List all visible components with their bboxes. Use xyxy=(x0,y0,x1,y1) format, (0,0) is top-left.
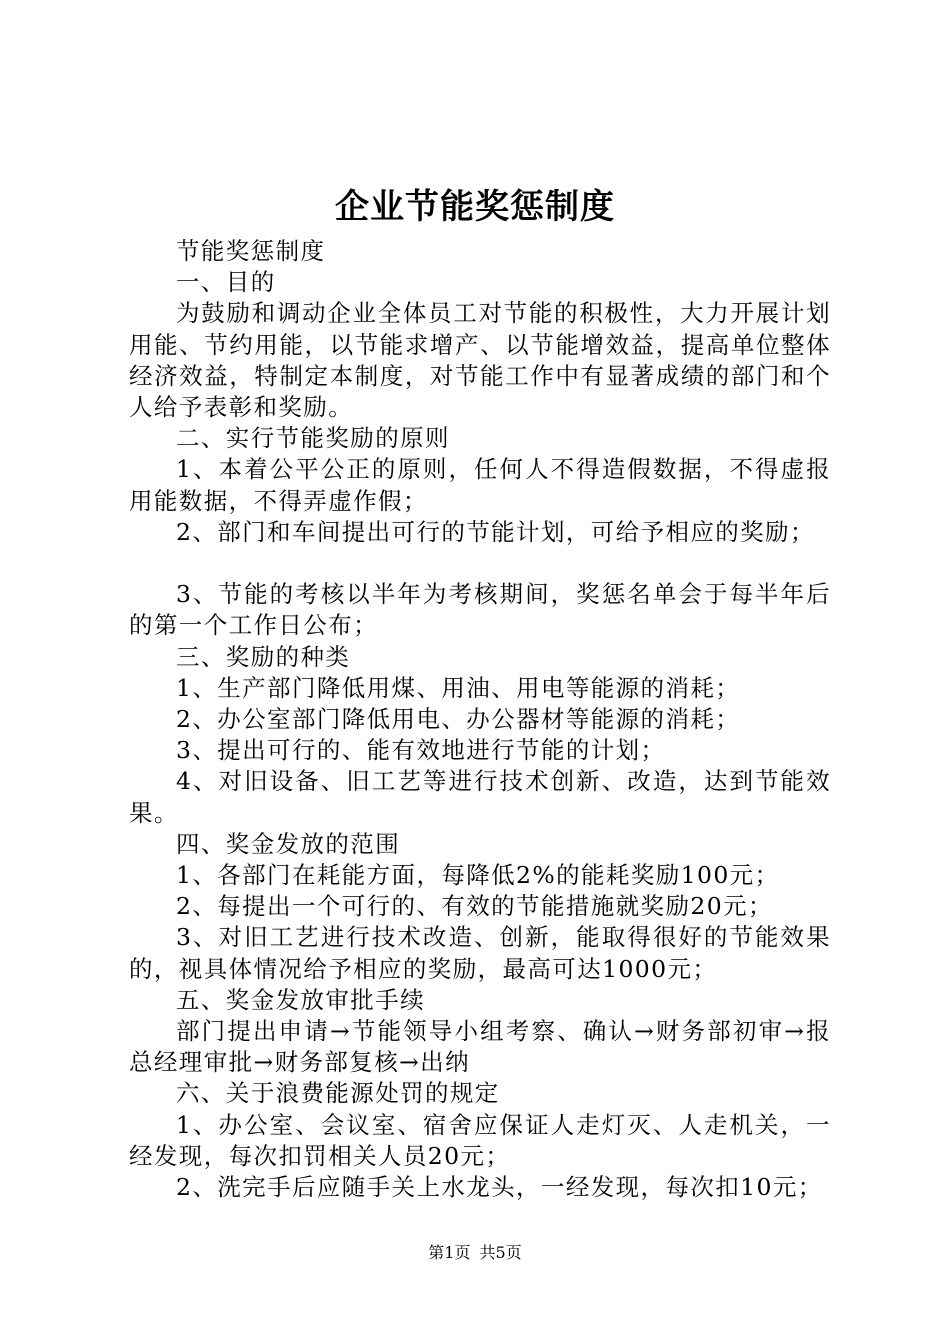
principle-item-2: 2、部门和车间提出可行的节能计划，可给予相应的奖励； xyxy=(176,517,815,546)
section-heading-reward-types: 三、奖励的种类 xyxy=(176,642,351,671)
bonus-scope-item-3: 3、对旧工艺进行技术改造、创新，能取得很好的节能效果的，视具体情况给予相应的奖励，最高可达1000元； xyxy=(129,923,831,983)
paragraph-purpose: 为鼓励和调动企业全体员工对节能的积极性，大力开展计划用能、节约用能，以节能求增产、以节能增效益，提高单位整体经济效益，特制定本制度，对节能工作中有显著成绩的部门和个人给予表彰和奖励。 xyxy=(129,299,831,422)
reward-type-item-4: 4、对旧设备、旧工艺等进行技术创新、改造，达到节能效果。 xyxy=(129,767,831,827)
penalty-item-2: 2、洗完手后应随手关上水龙头，一经发现，每次扣10元； xyxy=(176,1173,823,1202)
section-heading-penalties: 六、关于浪费能源处罚的规定 xyxy=(176,1079,500,1108)
bonus-scope-item-1: 1、各部门在耗能方面，每降低2%的能耗奖励100元； xyxy=(176,861,780,890)
approval-procedure: 部门提出申请→节能领导小组考察、确认→财务部初审→报总经理审批→财务部复核→出纳 xyxy=(129,1017,831,1077)
section-heading-bonus-scope: 四、奖金发放的范围 xyxy=(176,829,401,858)
paragraph-heading-main: 节能奖惩制度 xyxy=(176,237,326,265)
principle-item-1: 1、本着公平公正的原则，任何人不得造假数据，不得虚报用能数据，不得弄虚作假； xyxy=(129,455,831,515)
principle-item-3: 3、节能的考核以半年为考核期间，奖惩名单会于每半年后的第一个工作日公布； xyxy=(129,580,831,640)
penalty-item-1: 1、办公室、会议室、宿舍应保证人走灯灭、人走机关，一经发现，每次扣罚相关人员20元； xyxy=(129,1110,831,1170)
bonus-scope-item-2: 2、每提出一个可行的、有效的节能措施就奖励20元； xyxy=(176,892,773,921)
section-heading-principles: 二、实行节能奖励的原则 xyxy=(176,424,450,453)
reward-type-item-2: 2、办公室部门降低用电、办公器材等能源的消耗； xyxy=(176,705,741,734)
section-heading-purpose: 一、目的 xyxy=(176,268,276,297)
section-heading-approval: 五、奖金发放审批手续 xyxy=(176,985,425,1014)
reward-type-item-1: 1、生产部门降低用煤、用油、用电等能源的消耗； xyxy=(176,673,741,702)
document-title: 企业节能奖惩制度 xyxy=(335,187,615,227)
document-body xyxy=(129,236,831,1203)
reward-type-item-3: 3、提出可行的、能有效地进行节能的计划； xyxy=(176,736,666,765)
page-number: 第1页 共5页 xyxy=(428,1243,522,1262)
